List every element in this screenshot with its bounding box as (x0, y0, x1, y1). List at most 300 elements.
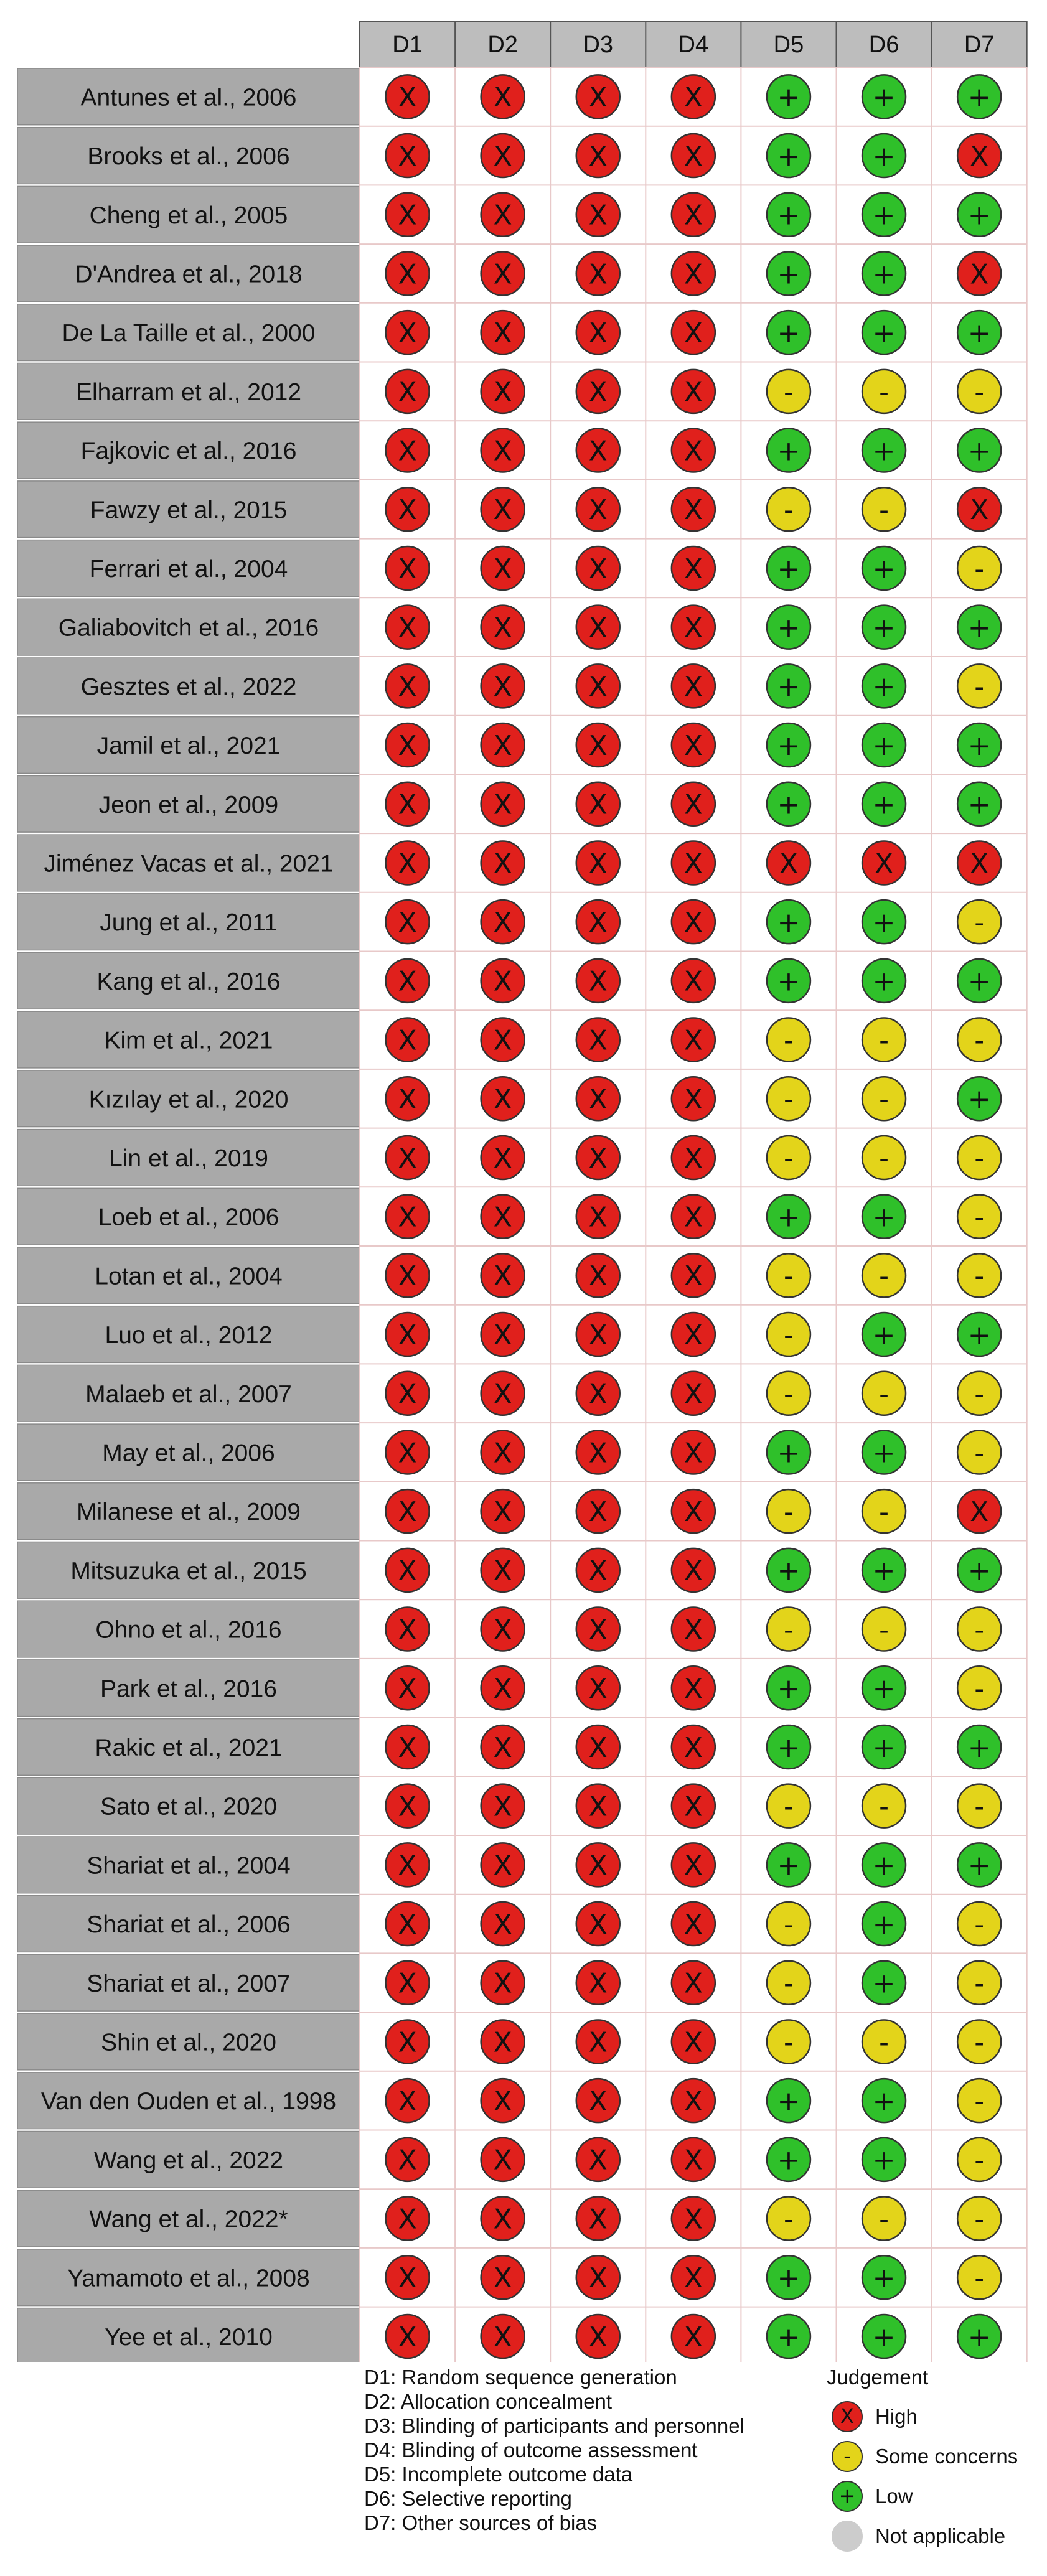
not-applicable-icon (832, 2521, 863, 2552)
judgement-symbol: + (872, 1201, 896, 1234)
judgement-symbol: X (683, 789, 703, 821)
judgement-mark-high (672, 1430, 715, 1474)
judgement-symbol: X (588, 2321, 608, 2353)
judgement-mark-high (481, 1548, 525, 1592)
judgement-symbol: X (588, 729, 608, 762)
judgement-symbol: X (970, 1496, 989, 1528)
judgement-symbol: + (777, 729, 801, 762)
column-header-d5: D5 (773, 32, 804, 58)
judgement-mark-high (386, 1313, 430, 1356)
judgement-symbol: X (398, 199, 417, 232)
judgement-mark-high (576, 1784, 620, 1828)
judgement-symbol: X (683, 1319, 703, 1351)
judgement-mark-low (862, 1430, 906, 1474)
judgement-mark-some (957, 664, 1001, 708)
judgement-symbol: + (967, 1555, 991, 1587)
judgement-mark-high (672, 1077, 715, 1120)
row-label: Lin et al., 2019 (109, 1145, 268, 1172)
judgement-mark-some (957, 1608, 1001, 1651)
judgement-symbol: - (879, 2203, 889, 2236)
judgement-symbol: + (967, 317, 991, 349)
domain-legend-item: D7: Other sources of bias (364, 2511, 598, 2534)
row-label: Van den Ouden et al., 1998 (40, 2088, 337, 2115)
judgement-symbol: - (974, 2262, 985, 2295)
judgement-symbol: X (588, 1614, 608, 1646)
judgement-mark-high (481, 1018, 525, 1062)
judgement-symbol: - (879, 1496, 889, 1528)
judgement-symbol: X (493, 494, 512, 527)
judgement-mark-high (481, 1430, 525, 1474)
row-label: Lotan et al., 2004 (95, 1263, 283, 1290)
judgement-mark-low (957, 723, 1001, 767)
judgement-symbol: X (398, 1378, 417, 1410)
judgement-symbol: X (398, 2262, 417, 2295)
judgement-symbol: + (967, 612, 991, 644)
judgement-mark-low (767, 782, 810, 826)
judgement-symbol: + (777, 435, 801, 467)
judgement-symbol: X (493, 1378, 512, 1410)
judgement-symbol: X (588, 1791, 608, 1823)
judgement-symbol: - (974, 1260, 985, 1293)
judgement-symbol: X (970, 848, 989, 880)
judgement-symbol: + (777, 2085, 801, 2117)
judgement-symbol: - (784, 1084, 794, 1116)
judgement-mark-low (862, 193, 906, 237)
judgement-symbol: X (588, 2203, 608, 2236)
judgement-symbol: - (784, 494, 794, 527)
judgement-mark-low (862, 900, 906, 944)
judgement-symbol: X (683, 848, 703, 880)
judgement-symbol: X (493, 2321, 512, 2353)
judgement-symbol: X (398, 258, 417, 291)
row-label: May et al., 2006 (102, 1440, 275, 1467)
row-label: Shin et al., 2020 (101, 2029, 276, 2056)
row-label: Galiabovitch et al., 2016 (58, 614, 319, 642)
judgement-mark-high (481, 370, 525, 413)
judgement-symbol: X (398, 435, 417, 467)
judgement-symbol: - (879, 1614, 889, 1646)
judgement-symbol: + (967, 1731, 991, 1764)
judgement-symbol: X (970, 494, 989, 527)
judgement-symbol: X (493, 1319, 512, 1351)
judgement-symbol: + (777, 1731, 801, 1764)
judgement-symbol: + (777, 317, 801, 349)
judgement-symbol: X (588, 1260, 608, 1293)
judgement-mark-high (386, 782, 430, 826)
judgement-mark-high (672, 1961, 715, 2005)
row-label: Kim et al., 2021 (104, 1027, 273, 1054)
judgement-mark-high (481, 1195, 525, 1239)
judgement-symbol: X (398, 965, 417, 998)
judgement-mark-high (481, 1253, 525, 1297)
judgement-mark-high (386, 2020, 430, 2063)
judgement-symbol: + (872, 2144, 896, 2176)
judgement-mark-high (481, 900, 525, 944)
judgement-symbol: X (493, 258, 512, 291)
judgement-mark-high (386, 1253, 430, 1297)
judgement-symbol: X (588, 612, 608, 644)
judgement-mark-high (481, 959, 525, 1003)
judgement-mark-low (767, 900, 810, 944)
judgement-mark-low (862, 1548, 906, 1592)
judgement-symbol: X (588, 2026, 608, 2059)
row-label: Mitsuzuka et al., 2015 (70, 1557, 307, 1585)
judgement-symbol: X (588, 1673, 608, 1705)
judgement-mark-low (957, 1313, 1001, 1356)
judgement-mark-high (672, 2197, 715, 2241)
judgement-symbol: X (588, 1024, 608, 1057)
column-header-d7: D7 (964, 32, 995, 58)
judgement-mark-high (386, 134, 430, 177)
judgement-symbol: - (974, 906, 985, 939)
row-label: Fajkovic et al., 2016 (80, 438, 297, 465)
judgement-symbol: X (493, 1024, 512, 1057)
judgement-symbol: + (872, 553, 896, 585)
judgement-symbol: X (398, 1024, 417, 1057)
judgement-symbol: X (683, 1496, 703, 1528)
judgement-mark-high (672, 1489, 715, 1533)
judgement-mark-some (862, 1489, 906, 1533)
judgement-mark-some (862, 2197, 906, 2241)
judgement-mark-high (481, 1489, 525, 1533)
column-header-d6: D6 (868, 32, 899, 58)
judgement-symbol: + (967, 82, 991, 114)
judgement-mark-low (957, 1843, 1001, 1886)
judgement-symbol: X (588, 140, 608, 172)
judgement-mark-low (862, 2255, 906, 2299)
judgement-symbol: X (588, 1967, 608, 2000)
judgement-symbol: + (872, 140, 896, 172)
judgement-symbol: + (872, 82, 896, 114)
judgement-symbol: + (777, 671, 801, 703)
judgement-mark-high (672, 1902, 715, 1946)
judgement-mark-high (672, 1253, 715, 1297)
judgement-mark-some (957, 2255, 1001, 2299)
judgement-symbol: X (493, 965, 512, 998)
judgement-symbol: + (777, 1201, 801, 1234)
judgement-symbol: X (588, 1142, 608, 1174)
row-label: Ferrari et al., 2004 (89, 555, 288, 583)
judgement-symbol: X (398, 1614, 417, 1646)
judgement-mark-high (576, 1018, 620, 1062)
judgement-mark-high (576, 251, 620, 295)
judgement-mark-high (386, 487, 430, 531)
judgement-mark-low (862, 1961, 906, 2005)
judgement-mark-high (386, 1489, 430, 1533)
judgement-symbol: X (588, 317, 608, 349)
judgement-mark-high (481, 1313, 525, 1356)
judgement-mark-some (957, 2079, 1001, 2122)
judgement-symbol: - (974, 2085, 985, 2117)
judgement-symbol: X (588, 2085, 608, 2117)
judgement-mark-high (386, 251, 430, 295)
judgement-mark-some (957, 1018, 1001, 1062)
judgement-symbol: + (872, 2262, 896, 2295)
judgement-symbol: - (879, 1260, 889, 1293)
judgement-symbol: + (872, 1319, 896, 1351)
judgement-symbol: + (777, 965, 801, 998)
judgement-symbol: X (398, 1142, 417, 1174)
judgement-mark-high (481, 487, 525, 531)
judgement-symbol: - (974, 671, 985, 703)
judgement-symbol: X (398, 848, 417, 880)
judgement-symbol: X (683, 376, 703, 408)
judgement-symbol: X (588, 1319, 608, 1351)
judgement-mark-high (672, 606, 715, 649)
judgement-mark-high (576, 1548, 620, 1592)
judgement-mark-low (767, 134, 810, 177)
judgement-mark-low (862, 606, 906, 649)
judgement-mark-low (767, 2138, 810, 2181)
judgement-mark-high (481, 311, 525, 354)
judgement-symbol: X (683, 1850, 703, 1882)
row-label: Shariat et al., 2007 (87, 1970, 291, 1997)
judgement-symbol: + (872, 729, 896, 762)
judgement-symbol: - (879, 376, 889, 408)
judgement-symbol: X (683, 729, 703, 762)
judgement-mark-some (862, 1784, 906, 1828)
judgement-symbol: X (398, 612, 417, 644)
judgement-legend-item-low (820, 2477, 1045, 2517)
judgement-mark-high (481, 2020, 525, 2063)
judgement-mark-low (862, 723, 906, 767)
judgement-mark-some (862, 1253, 906, 1297)
judgement-mark-some (767, 1902, 810, 1946)
judgement-mark-high (576, 2255, 620, 2299)
judgement-mark-high (957, 841, 1001, 884)
judgement-symbol: X (588, 965, 608, 998)
judgement-symbol: X (683, 1967, 703, 2000)
judgement-mark-high (386, 1725, 430, 1769)
judgement-symbol: X (683, 2026, 703, 2059)
judgement-symbol: X (493, 1614, 512, 1646)
judgement-mark-low (862, 2138, 906, 2181)
judgement-symbol: X (398, 317, 417, 349)
judgement-symbol: X (588, 1496, 608, 1528)
judgement-symbol: - (974, 2203, 985, 2236)
row-label: Cheng et al., 2005 (89, 202, 288, 229)
judgement-mark-high (576, 1313, 620, 1356)
judgement-mark-high (386, 2138, 430, 2181)
judgement-legend-label: Low (875, 2485, 913, 2508)
judgement-symbol: X (683, 258, 703, 291)
judgement-symbol: X (493, 317, 512, 349)
judgement-symbol: X (683, 2203, 703, 2236)
judgement-mark-high (576, 1195, 620, 1239)
judgement-symbol: X (398, 1555, 417, 1587)
judgement-symbol: X (493, 1673, 512, 1705)
judgement-mark-some (957, 370, 1001, 413)
judgement-symbol: X (493, 1850, 512, 1882)
judgement-mark-high (386, 1430, 430, 1474)
judgement-symbol: X (588, 82, 608, 114)
judgement-mark-high (672, 2079, 715, 2122)
judgement-mark-some (767, 1372, 810, 1415)
judgement-mark-high (576, 2138, 620, 2181)
row-label: Ohno et al., 2016 (95, 1616, 282, 1644)
row-label: Kızılay et al., 2020 (88, 1086, 289, 1113)
judgement-mark-some (957, 2197, 1001, 2241)
judgement-symbol: - (974, 1673, 985, 1705)
judgement-mark-low (862, 1725, 906, 1769)
row-label: Milanese et al., 2009 (77, 1499, 301, 1526)
judgement-symbol: X (493, 2262, 512, 2295)
row-label: Brooks et al., 2006 (87, 143, 290, 171)
judgement-symbol: X (683, 2144, 703, 2176)
judgement-mark-low (957, 1725, 1001, 1769)
judgement-symbol: + (777, 140, 801, 172)
row-label: Fawzy et al., 2015 (90, 497, 288, 524)
judgement-mark-some (767, 1961, 810, 2005)
judgement-symbol: + (872, 1555, 896, 1587)
judgement-mark-high (576, 1725, 620, 1769)
judgement-symbol: X (683, 906, 703, 939)
judgement-mark-high (672, 251, 715, 295)
judgement-mark-high (576, 1608, 620, 1651)
judgement-mark-some (957, 2138, 1001, 2181)
judgement-symbol: X (683, 2085, 703, 2117)
judgement-symbol: X (970, 140, 989, 172)
judgement-mark-high (576, 2197, 620, 2241)
column-header-d2: D2 (487, 32, 518, 58)
judgement-mark-some (862, 1608, 906, 1651)
judgement-symbol: X (398, 729, 417, 762)
judgement-mark-low (767, 193, 810, 237)
judgement-mark-high (672, 1018, 715, 1062)
judgement-symbol: X (398, 1496, 417, 1528)
judgement-symbol: X (493, 789, 512, 821)
judgement-mark-high (386, 1961, 430, 2005)
judgement-symbol: X (683, 317, 703, 349)
judgement-mark-some (767, 1018, 810, 1062)
judgement-mark-high (481, 1784, 525, 1828)
judgement-symbol: X (683, 671, 703, 703)
judgement-mark-some (767, 1608, 810, 1651)
judgement-symbol: X (493, 1731, 512, 1764)
judgement-symbol: + (777, 2144, 801, 2176)
judgement-mark-low (862, 311, 906, 354)
judgement-symbol: - (784, 1378, 794, 1410)
judgement-mark-high (672, 2138, 715, 2181)
judgement-symbol: + (872, 612, 896, 644)
judgement-symbol: - (879, 2026, 889, 2059)
judgement-legend-title: Judgement (827, 2366, 929, 2389)
judgement-symbol: X (493, 1791, 512, 1823)
judgement-symbol: - (974, 1967, 985, 2000)
judgement-mark-high (576, 193, 620, 237)
judgement-mark-low (767, 75, 810, 118)
judgement-mark-low (862, 134, 906, 177)
judgement-symbol: - (784, 2203, 794, 2236)
judgement-mark-some (767, 487, 810, 531)
judgement-mark-low (767, 1430, 810, 1474)
judgement-symbol: X (683, 1437, 703, 1469)
judgement-mark-high (386, 1372, 430, 1415)
judgement-symbol: + (872, 1437, 896, 1469)
row-label: Jeon et al., 2009 (98, 791, 279, 818)
judgement-symbol: X (588, 553, 608, 585)
judgement-mark-high (386, 2197, 430, 2241)
judgement-mark-high (386, 370, 430, 413)
judgement-mark-high (576, 2020, 620, 2063)
judgement-mark-high (957, 134, 1001, 177)
judgement-mark-high (576, 841, 620, 884)
judgement-mark-high (386, 1608, 430, 1651)
judgement-symbol: X (493, 2144, 512, 2176)
judgement-symbol: X (398, 1201, 417, 1234)
judgement-symbol: X (588, 671, 608, 703)
judgement-mark-high (481, 782, 525, 826)
judgement-mark-high (576, 900, 620, 944)
judgement-mark-high (576, 606, 620, 649)
judgement-mark-high (576, 75, 620, 118)
judgement-mark-some (862, 1018, 906, 1062)
judgement-mark-low (862, 2079, 906, 2122)
judgement-symbol: X (683, 1260, 703, 1293)
judgement-mark-some (957, 1902, 1001, 1946)
judgement-symbol: + (872, 2085, 896, 2117)
judgement-symbol: X (588, 435, 608, 467)
judgement-symbol: - (784, 1967, 794, 2000)
judgement-symbol: X (398, 1084, 417, 1116)
judgement-mark-high (576, 134, 620, 177)
judgement-mark-low (862, 1902, 906, 1946)
judgement-symbol: - (974, 1614, 985, 1646)
judgement-symbol: X (398, 1319, 417, 1351)
judgement-mark-some (862, 370, 906, 413)
judgement-symbol: + (967, 965, 991, 998)
judgement-mark-high (672, 1608, 715, 1651)
row-label: D'Andrea et al., 2018 (75, 261, 303, 288)
judgement-symbol: + (872, 199, 896, 232)
judgement-mark-some (767, 2197, 810, 2241)
judgement-mark-high (481, 134, 525, 177)
row-label: Luo et al., 2012 (105, 1322, 273, 1349)
judgement-symbol: - (784, 376, 794, 408)
judgement-symbol: + (777, 789, 801, 821)
judgement-mark-some (767, 1136, 810, 1179)
judgement-symbol: X (588, 1850, 608, 1882)
judgement-symbol: X (398, 1850, 417, 1882)
judgement-symbol: X (493, 1437, 512, 1469)
judgement-mark-low (862, 546, 906, 590)
judgement-mark-high (672, 723, 715, 767)
judgement-mark-high (767, 841, 810, 884)
row-label: Kang et al., 2016 (96, 968, 281, 995)
judgement-symbol: - (784, 1260, 794, 1293)
judgement-symbol: X (588, 789, 608, 821)
judgement-symbol: X (493, 199, 512, 232)
judgement-symbol: + (872, 671, 896, 703)
judgement-symbol: + (967, 2321, 991, 2353)
judgement-symbol: + (967, 729, 991, 762)
row-label: Shariat et al., 2004 (87, 1852, 291, 1880)
judgement-mark-low (862, 429, 906, 472)
judgement-symbol: X (588, 1201, 608, 1234)
judgement-mark-high (386, 193, 430, 237)
judgement-symbol: + (777, 1437, 801, 1469)
judgement-mark-high (672, 1784, 715, 1828)
judgement-mark-low (957, 193, 1001, 237)
row-label: Shariat et al., 2006 (87, 1911, 291, 1939)
judgement-symbol: + (777, 199, 801, 232)
judgement-symbol: X (398, 2203, 417, 2236)
judgement-mark-some (767, 1784, 810, 1828)
judgement-symbol: X (683, 199, 703, 232)
judgement-symbol: + (967, 1084, 991, 1116)
judgement-mark-low (767, 1666, 810, 1710)
judgement-mark-high (576, 1136, 620, 1179)
